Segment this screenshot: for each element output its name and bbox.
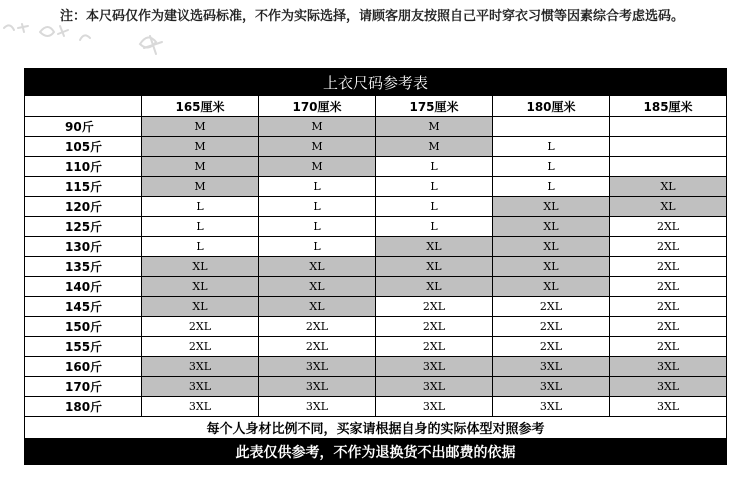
size-cell: M	[259, 117, 376, 137]
size-cell: 2XL	[610, 277, 727, 297]
size-cell: M	[259, 137, 376, 157]
table-row	[25, 317, 727, 337]
size-cell: 3XL	[376, 397, 493, 417]
size-chart-table	[24, 68, 727, 465]
size-cell: XL	[610, 197, 727, 217]
size-cell: XL	[142, 277, 259, 297]
size-cell: 3XL	[493, 377, 610, 397]
table-row	[25, 117, 727, 137]
size-cell: L	[259, 177, 376, 197]
size-cell: 3XL	[610, 357, 727, 377]
weight-cell: 115斤	[25, 177, 142, 197]
size-cell: 2XL	[493, 317, 610, 337]
size-cell: M	[259, 157, 376, 177]
size-cell: 3XL	[259, 377, 376, 397]
corner-cell	[25, 96, 142, 117]
size-cell: L	[376, 197, 493, 217]
size-cell: 3XL	[493, 397, 610, 417]
height-header-row	[25, 96, 727, 117]
size-cell: 3XL	[259, 357, 376, 377]
table-row	[25, 237, 727, 257]
size-cell: 3XL	[142, 357, 259, 377]
weight-cell: 140斤	[25, 277, 142, 297]
size-cell: 2XL	[142, 317, 259, 337]
size-cell: L	[376, 177, 493, 197]
weight-cell: 145斤	[25, 297, 142, 317]
size-cell: L	[376, 157, 493, 177]
size-cell: 2XL	[142, 337, 259, 357]
table-row	[25, 357, 727, 377]
size-cell: L	[259, 217, 376, 237]
size-cell: XL	[142, 297, 259, 317]
size-cell: 2XL	[259, 317, 376, 337]
height-header: 175厘米	[376, 96, 493, 117]
size-cell: M	[376, 137, 493, 157]
footer-disclaimer-row	[25, 439, 727, 465]
weight-cell: 125斤	[25, 217, 142, 237]
size-cell: XL	[610, 177, 727, 197]
size-cell: XL	[142, 257, 259, 277]
weight-cell: 180斤	[25, 397, 142, 417]
footer-disclaimer: 此表仅供参考，不作为退换货不出邮费的依据	[25, 439, 727, 465]
size-cell: XL	[376, 277, 493, 297]
size-cell: M	[142, 157, 259, 177]
weight-cell: 110斤	[25, 157, 142, 177]
size-cell: M	[376, 117, 493, 137]
size-cell: L	[142, 237, 259, 257]
size-cell: M	[142, 117, 259, 137]
size-cell: L	[142, 217, 259, 237]
size-cell: 2XL	[376, 337, 493, 357]
size-cell: L	[259, 237, 376, 257]
table-row	[25, 157, 727, 177]
size-cell: L	[142, 197, 259, 217]
size-cell	[610, 117, 727, 137]
table-row	[25, 277, 727, 297]
size-cell: 2XL	[610, 317, 727, 337]
size-cell: 2XL	[610, 297, 727, 317]
height-header: 165厘米	[142, 96, 259, 117]
footer-note-row	[25, 417, 727, 439]
size-cell: M	[142, 177, 259, 197]
height-header: 185厘米	[610, 96, 727, 117]
size-cell: XL	[493, 277, 610, 297]
table-row	[25, 377, 727, 397]
size-cell: L	[493, 137, 610, 157]
height-header: 180厘米	[493, 96, 610, 117]
size-cell: L	[493, 157, 610, 177]
size-cell: XL	[376, 237, 493, 257]
size-cell: 2XL	[259, 337, 376, 357]
size-cell: XL	[493, 217, 610, 237]
size-cell: 2XL	[610, 257, 727, 277]
table-row	[25, 197, 727, 217]
size-cell: 2XL	[493, 337, 610, 357]
size-cell: XL	[493, 237, 610, 257]
table-row	[25, 177, 727, 197]
size-cell: 2XL	[376, 317, 493, 337]
weight-cell: 90斤	[25, 117, 142, 137]
table-row	[25, 217, 727, 237]
table-row	[25, 297, 727, 317]
size-cell: 3XL	[142, 377, 259, 397]
size-cell: L	[259, 197, 376, 217]
sizing-note: 注：本尺码仅作为建议选码标准，不作为实际选择，请顾客朋友按照自己平时穿衣习惯等因素综合考虑选码。	[60, 9, 685, 24]
size-cell: 3XL	[142, 397, 259, 417]
size-cell: 2XL	[376, 297, 493, 317]
table-row	[25, 257, 727, 277]
size-cell: 3XL	[493, 357, 610, 377]
size-cell: L	[493, 177, 610, 197]
size-cell	[493, 117, 610, 137]
table-title: 上衣尺码参考表	[25, 69, 727, 96]
size-cell: 3XL	[376, 377, 493, 397]
size-cell: XL	[259, 297, 376, 317]
weight-cell: 150斤	[25, 317, 142, 337]
size-cell	[610, 157, 727, 177]
size-cell: 2XL	[610, 337, 727, 357]
size-cell: L	[376, 217, 493, 237]
height-header: 170厘米	[259, 96, 376, 117]
weight-cell: 170斤	[25, 377, 142, 397]
table-title-row	[25, 69, 727, 96]
size-cell: XL	[376, 257, 493, 277]
size-cell: 2XL	[493, 297, 610, 317]
weight-cell: 135斤	[25, 257, 142, 277]
size-cell: M	[142, 137, 259, 157]
weight-cell: 130斤	[25, 237, 142, 257]
weight-cell: 105斤	[25, 137, 142, 157]
size-cell: XL	[259, 257, 376, 277]
size-cell: XL	[259, 277, 376, 297]
size-cell: 2XL	[610, 237, 727, 257]
weight-cell: 155斤	[25, 337, 142, 357]
size-cell: 3XL	[259, 397, 376, 417]
size-cell: 3XL	[610, 377, 727, 397]
table-row	[25, 137, 727, 157]
table-row	[25, 397, 727, 417]
weight-cell: 160斤	[25, 357, 142, 377]
size-cell: 2XL	[610, 217, 727, 237]
size-cell: 3XL	[376, 357, 493, 377]
size-cell: XL	[493, 197, 610, 217]
size-cell	[610, 137, 727, 157]
size-cell: 3XL	[610, 397, 727, 417]
table-row	[25, 337, 727, 357]
weight-cell: 120斤	[25, 197, 142, 217]
size-cell: XL	[493, 257, 610, 277]
footer-note: 每个人身材比例不同，买家请根据自身的实际体型对照参考	[25, 417, 727, 439]
